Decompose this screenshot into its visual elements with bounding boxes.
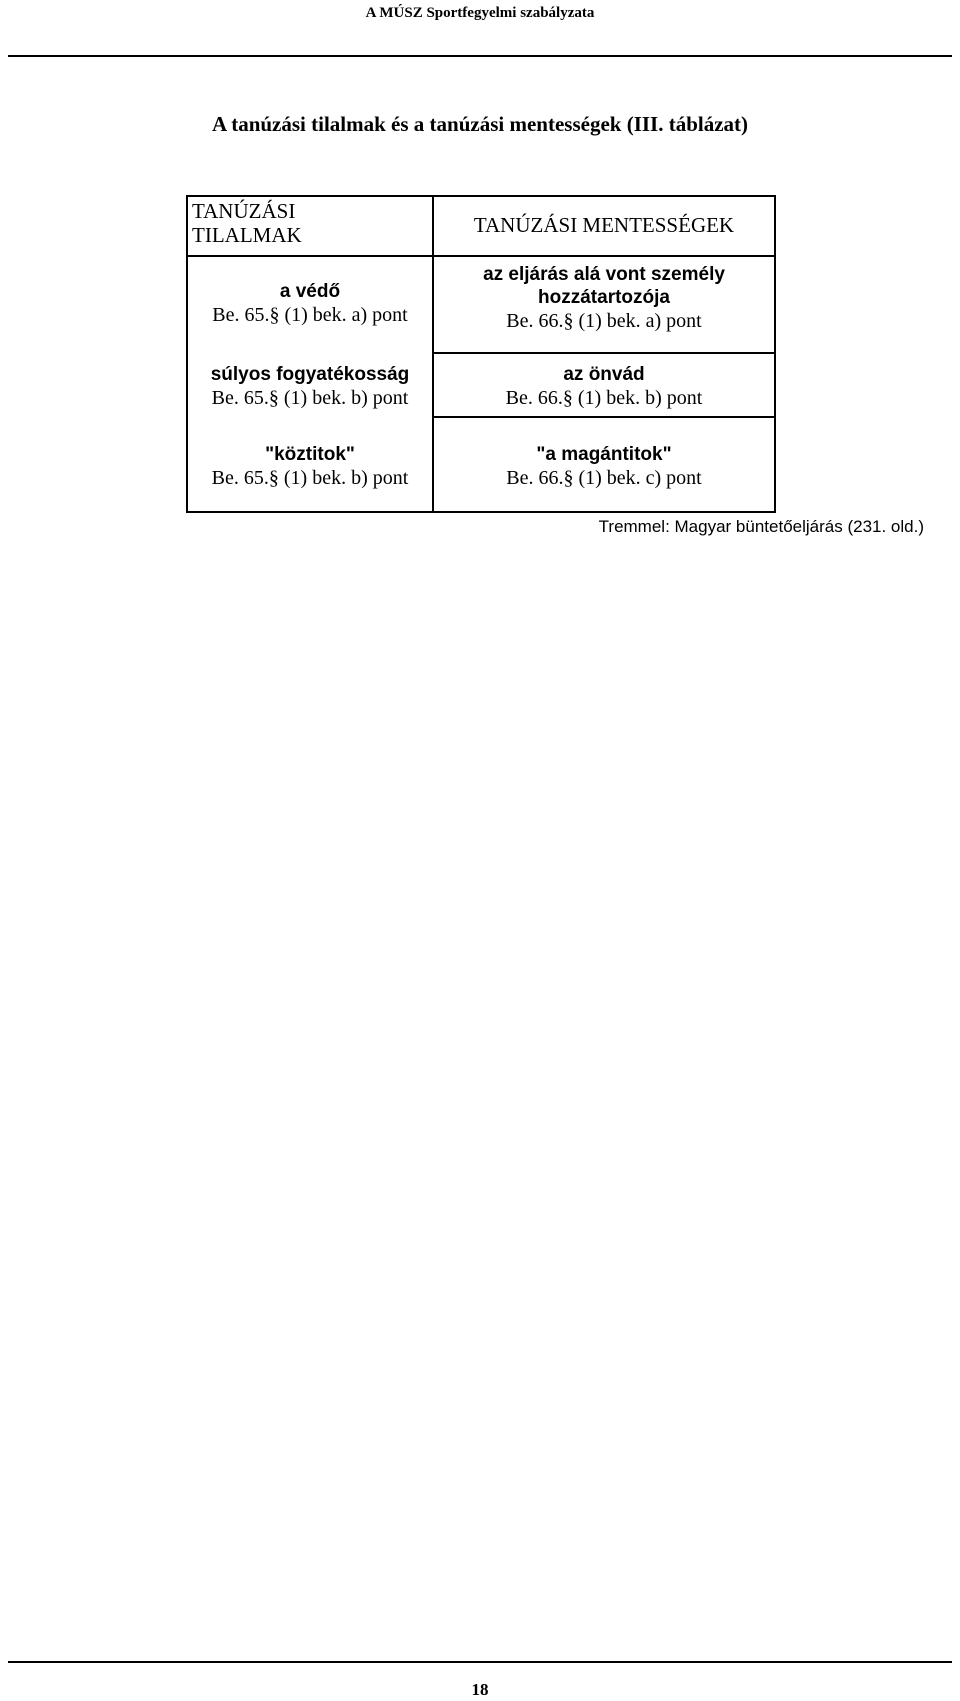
prohibitions-header-line1: TANÚZÁSI — [192, 199, 296, 223]
exemption-reference: Be. 66.§ (1) bek. a) pont — [506, 310, 702, 332]
exemption-title-line1: az eljárás alá vont személy — [483, 264, 725, 285]
exemption-item — [434, 363, 774, 410]
exemption-item — [434, 443, 774, 490]
exemption-reference: Be. 66.§ (1) bek. b) pont — [505, 387, 703, 409]
prohibition-reference: Be. 65.§ (1) bek. a) pont — [212, 304, 408, 326]
prohibition-reference: Be. 65.§ (1) bek. b) pont — [211, 387, 409, 409]
exemptions-column — [432, 197, 774, 511]
prohibitions-header-divider — [188, 255, 432, 257]
exemption-title: az önvád — [563, 364, 645, 385]
witness-table — [186, 195, 776, 513]
prohibition-reference: Be. 65.§ (1) bek. b) pont — [211, 467, 409, 489]
exemption-title: "a magántitok" — [536, 444, 672, 465]
exemption-reference: Be. 66.§ (1) bek. c) pont — [506, 467, 702, 489]
exemption-divider — [434, 416, 774, 418]
table-title: A tanúzási tilalmak és a tanúzási mentességek (III. táblázat) — [211, 112, 749, 136]
source-note: Tremmel: Magyar büntetőeljárás (231. old.) — [598, 517, 924, 536]
prohibition-title: súlyos fogyatékosság — [210, 364, 410, 385]
running-header: A MÚSZ Sportfegyelmi szabályzata — [365, 5, 595, 21]
footer-rule — [8, 1661, 952, 1663]
prohibitions-header — [192, 199, 428, 247]
prohibition-title: a védő — [279, 281, 341, 302]
exemption-title-line2: hozzátartozója — [538, 287, 670, 308]
prohibitions-column — [188, 197, 432, 511]
exemptions-header-divider — [434, 255, 774, 257]
prohibition-item — [188, 280, 432, 327]
page-number: 18 — [471, 1680, 489, 1699]
exemptions-header: TANÚZÁSI MENTESSÉGEK — [473, 213, 735, 237]
exemption-item — [434, 263, 774, 333]
prohibitions-header-line2: TILALMAK — [192, 223, 302, 247]
prohibition-item — [188, 443, 432, 490]
header-rule — [8, 55, 952, 57]
exemption-divider — [434, 352, 774, 354]
prohibition-title: "köztitok" — [265, 444, 355, 465]
prohibition-item — [188, 363, 432, 410]
